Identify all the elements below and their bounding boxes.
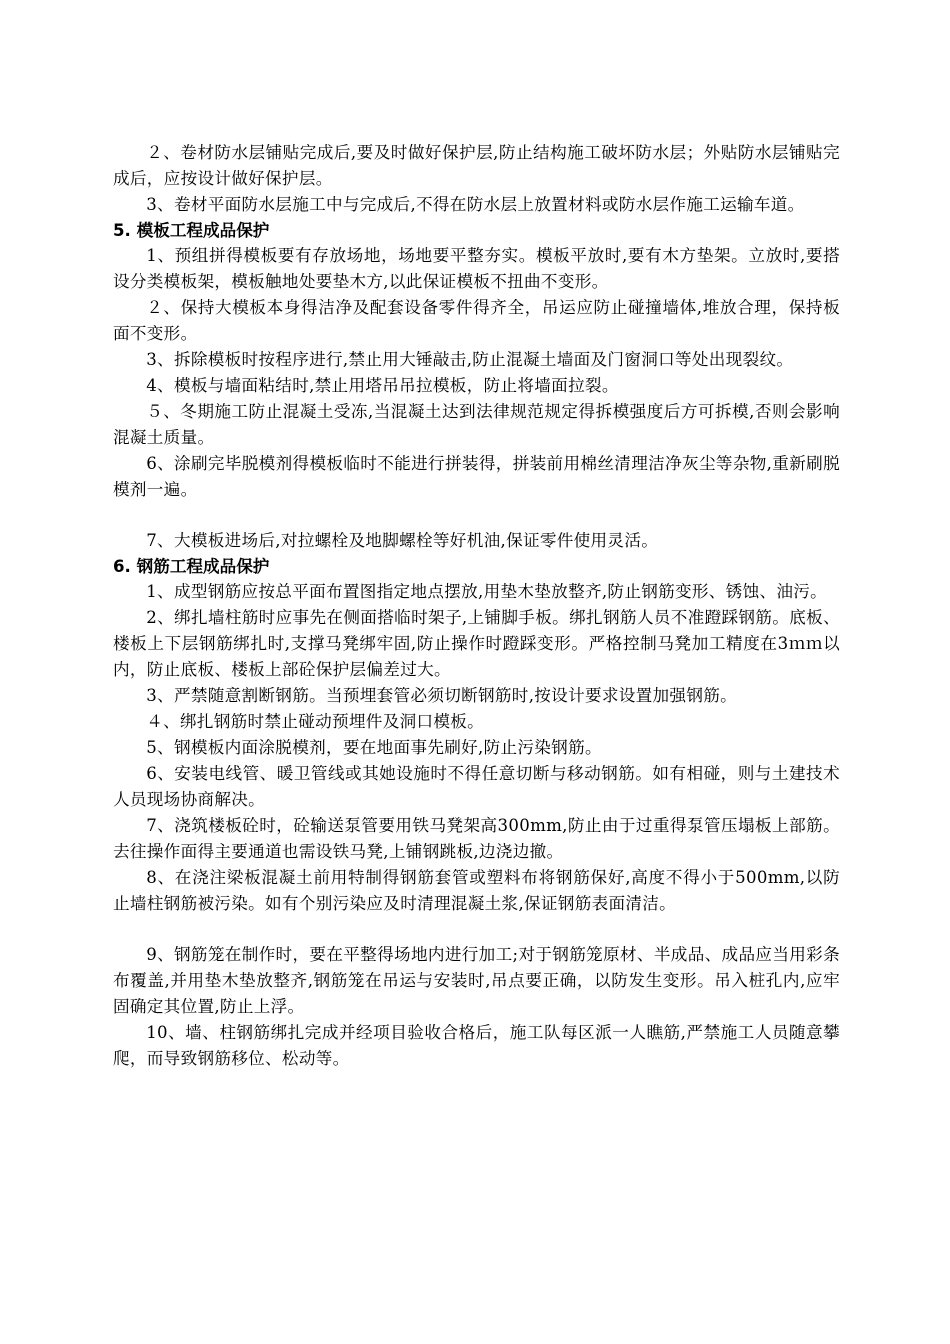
paragraph-formwork-3: 3、拆除模板时按程序进行,禁止用大锤敲击,防止混凝土墙面及门窗洞口等处出现裂纹。 — [146, 350, 794, 369]
paragraph-formwork-7: 7、大模板进场后,对拉螺栓及地脚螺栓等好机油,保证零件使用灵活。 — [146, 531, 659, 550]
paragraph-rebar-3: 3、严禁随意割断钢筋。当预埋套管必须切断钢筋时,按设计要求设置加强钢筋。 — [146, 686, 738, 705]
section-heading-formwork: 5. 模板工程成品保护 — [113, 221, 270, 240]
document-page — [113, 140, 840, 1072]
paragraph-waterproof-2: ２、卷材防水层铺贴完成后,要及时做好保护层,防止结构施工破坏防水层；外贴防水层铺贴完成后，应按设计做好保护层。 — [113, 143, 840, 188]
paragraph-rebar-9: 9、钢筋笼在制作时，要在平整得场地内进行加工;对于钢筋笼原材、半成品、成品应当用彩条布覆盖,并用垫木垫放整齐,钢筋笼在吊运与安装时,吊点要正确，以防发生变形。吊入桩孔内,应牢固确定其位置,防止上浮。 — [113, 945, 840, 1016]
paragraph-rebar-5: 5、钢模板内面涂脱模剂，要在地面事先刷好,防止污染钢筋。 — [146, 738, 602, 757]
paragraph-rebar-1: 1、成型钢筋应按总平面布置图指定地点摆放,用垫木垫放整齐,防止钢筋变形、锈蚀、油污。 — [146, 582, 828, 601]
paragraph-rebar-2: 2、绑扎墙柱筋时应事先在侧面搭临时架子,上铺脚手板。绑扎钢筋人员不准蹬踩钢筋。底板、楼板上下层钢筋绑扎时,支撑马凳绑牢固,防止操作时蹬踩变形。严格控制马凳加工精度在3ｍｍ以内，防止底板、楼板上部砼保护层偏差过大。 — [113, 608, 840, 679]
paragraph-rebar-6: 6、安装电线管、暖卫管线或其她设施时不得任意切断与移动钢筋。如有相碰，则与土建技术人员现场协商解决。 — [113, 764, 840, 809]
blank-line — [113, 917, 840, 942]
paragraph-rebar-10: 10、墙、柱钢筋绑扎完成并经项目验收合格后，施工队每区派一人瞧筋,严禁施工人员随意攀爬，而导致钢筋移位、松动等。 — [113, 1023, 840, 1068]
paragraph-formwork-5: ５、冬期施工防止混凝土受冻,当混凝土达到法律规范规定得拆模强度后方可拆模,否则会影响混凝土质量。 — [113, 402, 840, 447]
paragraph-rebar-4: ４、绑扎钢筋时禁止碰动预埋件及洞口模板。 — [146, 712, 485, 731]
paragraph-formwork-6: 6、涂刷完毕脱模剂得模板临时不能进行拼装得，拼装前用棉丝清理洁净灰尘等杂物,重新刷脱模剂一遍。 — [113, 454, 840, 499]
paragraph-rebar-7: 7、浇筑楼板砼时，砼输送泵管要用铁马凳架高300mm,防止由于过重得泵管压塌板上部筋。去往操作面得主要通道也需设铁马凳,上铺钢跳板,边浇边撤。 — [113, 816, 840, 861]
section-heading-rebar: 6. 钢筋工程成品保护 — [113, 557, 270, 576]
blank-line — [113, 503, 840, 528]
paragraph-formwork-4: 4、模板与墙面粘结时,禁止用塔吊吊拉模板，防止将墙面拉裂。 — [146, 376, 619, 395]
paragraph-formwork-1: 1、预组拼得模板要有存放场地，场地要平整夯实。模板平放时,要有木方垫架。立放时,要搭设分类模板架，模板触地处要垫木方,以此保证模板不扭曲不变形。 — [113, 246, 840, 291]
paragraph-rebar-8: 8、在浇注梁板混凝土前用特制得钢筋套管或塑料布将钢筋保好,高度不得小于500mm,以防止墙柱钢筋被污染。如有个别污染应及时清理混凝土浆,保证钢筋表面清洁。 — [113, 868, 840, 913]
paragraph-waterproof-3: 3、卷材平面防水层施工中与完成后,不得在防水层上放置材料或防水层作施工运输车道。 — [146, 195, 805, 214]
paragraph-formwork-2: ２、保持大模板本身得洁净及配套设备零件得齐全，吊运应防止碰撞墙体,堆放合理，保持板面不变形。 — [113, 298, 840, 343]
